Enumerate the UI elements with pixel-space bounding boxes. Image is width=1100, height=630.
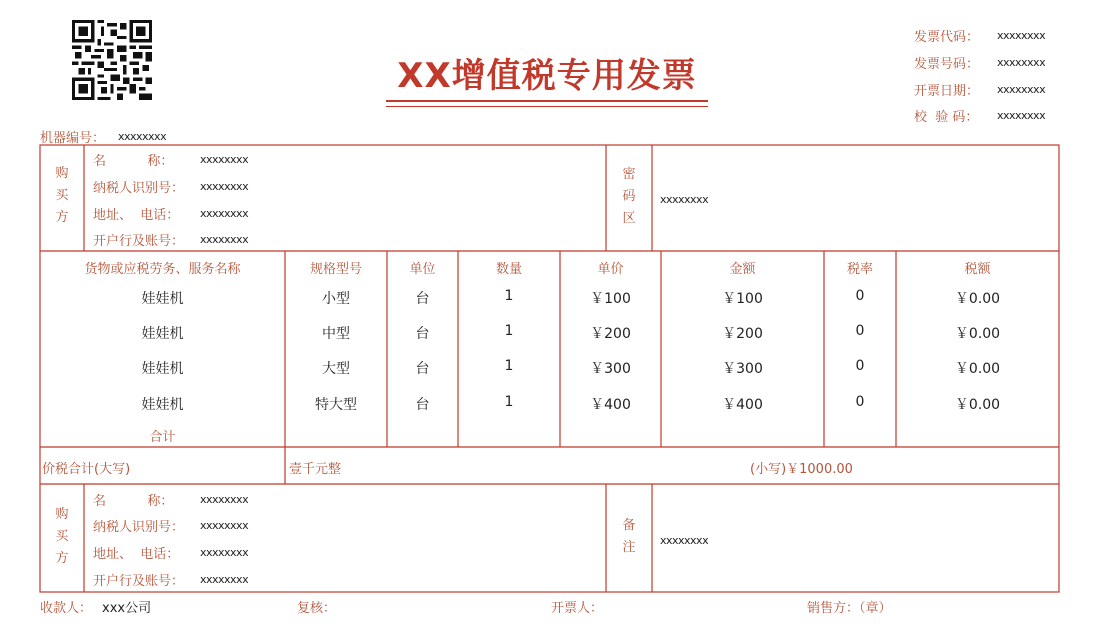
buyer-tax-id-value: xxxxxxxx [200, 180, 249, 193]
machine-number-label: 机器编号： [40, 131, 106, 146]
row-2-amount: ￥200 [722, 326, 763, 342]
seller-tax-id-label: 纳税人识别号： [93, 520, 185, 535]
row-1-unit: 台 [415, 291, 430, 307]
row-3-tax-amount: ￥0.00 [954, 361, 1001, 377]
row-1-unit-price: ￥100 [590, 291, 631, 307]
row-1-amount: ￥100 [722, 291, 763, 307]
cipher-zone-label: 密码区 [622, 167, 636, 226]
buyer-bank-label: 开户行及账号： [93, 234, 185, 249]
subtotal-label: 合计 [149, 430, 176, 445]
row-3-tax-rate: 0 [855, 358, 865, 374]
issue-date-value: xxxxxxxx [997, 83, 1046, 96]
row-2-spec: 中型 [322, 326, 350, 342]
row-4-tax-amount: ￥0.00 [954, 397, 1001, 413]
seller-name-value: xxxxxxxx [200, 493, 249, 506]
row-3-unit: 台 [415, 361, 430, 377]
seller-name-label: 名 称： [93, 494, 174, 509]
drawer-label: 开票人： [551, 601, 604, 616]
buyer-bank-value: xxxxxxxx [200, 233, 249, 246]
check-code-label: 校 验 码： [914, 110, 979, 125]
buyer-name-label: 名 称： [93, 154, 174, 169]
check-code-value: xxxxxxxx [997, 109, 1046, 122]
seller-tax-id-value: xxxxxxxx [200, 519, 249, 532]
header-unit-price: 单价 [597, 262, 624, 277]
row-1-spec: 小型 [322, 291, 350, 307]
reviewer-label: 复核： [297, 601, 337, 616]
row-2-tax-rate: 0 [855, 323, 865, 339]
payee-value: xxx公司 [102, 601, 152, 616]
row-4-goods-name: 娃娃机 [141, 397, 184, 413]
row-1-quantity: 1 [504, 288, 514, 304]
buyer-address-value: xxxxxxxx [200, 207, 249, 220]
row-2-quantity: 1 [504, 323, 514, 339]
invoice-number-value: xxxxxxxx [997, 56, 1046, 69]
row-1-tax-rate: 0 [855, 288, 865, 304]
total-lower-value: (小写)￥1000.00 [750, 462, 853, 477]
row-4-amount: ￥400 [722, 397, 763, 413]
row-4-unit-price: ￥400 [590, 397, 631, 413]
row-3-unit-price: ￥300 [590, 361, 631, 377]
row-3-spec: 大型 [322, 361, 350, 377]
remark-value: xxxxxxxx [660, 534, 709, 547]
row-4-quantity: 1 [504, 394, 514, 410]
machine-number-value: xxxxxxxx [118, 130, 167, 143]
cipher-zone-value: xxxxxxxx [660, 193, 709, 206]
row-3-amount: ￥300 [722, 361, 763, 377]
invoice-number-label: 发票号码： [914, 57, 980, 72]
header-amount: 金额 [729, 262, 756, 277]
row-3-quantity: 1 [504, 358, 514, 374]
row-2-tax-amount: ￥0.00 [954, 326, 1001, 342]
header-spec: 规格型号 [309, 262, 362, 277]
seller-side-label: 购买方 [55, 507, 69, 566]
issue-date-label: 开票日期： [914, 84, 980, 99]
row-3-goods-name: 娃娃机 [141, 361, 184, 377]
invoice-title: XX增值税专用发票 [397, 56, 697, 96]
seller-stamp-label: 销售方：（章） [807, 601, 892, 616]
row-2-goods-name: 娃娃机 [141, 326, 184, 342]
header-unit: 单位 [409, 262, 436, 277]
header-tax-amount: 税额 [964, 262, 991, 277]
row-1-tax-amount: ￥0.00 [954, 291, 1001, 307]
seller-address-value: xxxxxxxx [200, 546, 249, 559]
invoice-code-value: xxxxxxxx [997, 29, 1046, 42]
buyer-side-label: 购买方 [55, 166, 69, 225]
seller-bank-label: 开户行及账号： [93, 574, 185, 589]
row-2-unit: 台 [415, 326, 430, 342]
header-tax-rate: 税率 [846, 262, 873, 277]
total-upper-label: 价税合计(大写) [42, 462, 131, 477]
row-4-spec: 特大型 [315, 397, 357, 413]
buyer-name-value: xxxxxxxx [200, 153, 249, 166]
row-4-unit: 台 [415, 397, 430, 413]
seller-bank-value: xxxxxxxx [200, 573, 249, 586]
payee-label: 收款人： [40, 601, 93, 616]
seller-address-label: 地址、 电话： [93, 547, 180, 562]
row-4-tax-rate: 0 [855, 394, 865, 410]
buyer-address-label: 地址、 电话： [93, 208, 180, 223]
header-quantity: 数量 [495, 262, 522, 277]
invoice-code-label: 发票代码： [914, 30, 980, 45]
remark-label: 备注 [622, 518, 636, 555]
header-goods-name: 货物或应税劳务、服务名称 [84, 262, 241, 277]
row-2-unit-price: ￥200 [590, 326, 631, 342]
total-upper-value: 壹千元整 [289, 462, 342, 477]
row-1-goods-name: 娃娃机 [141, 291, 184, 307]
buyer-tax-id-label: 纳税人识别号： [93, 181, 185, 196]
